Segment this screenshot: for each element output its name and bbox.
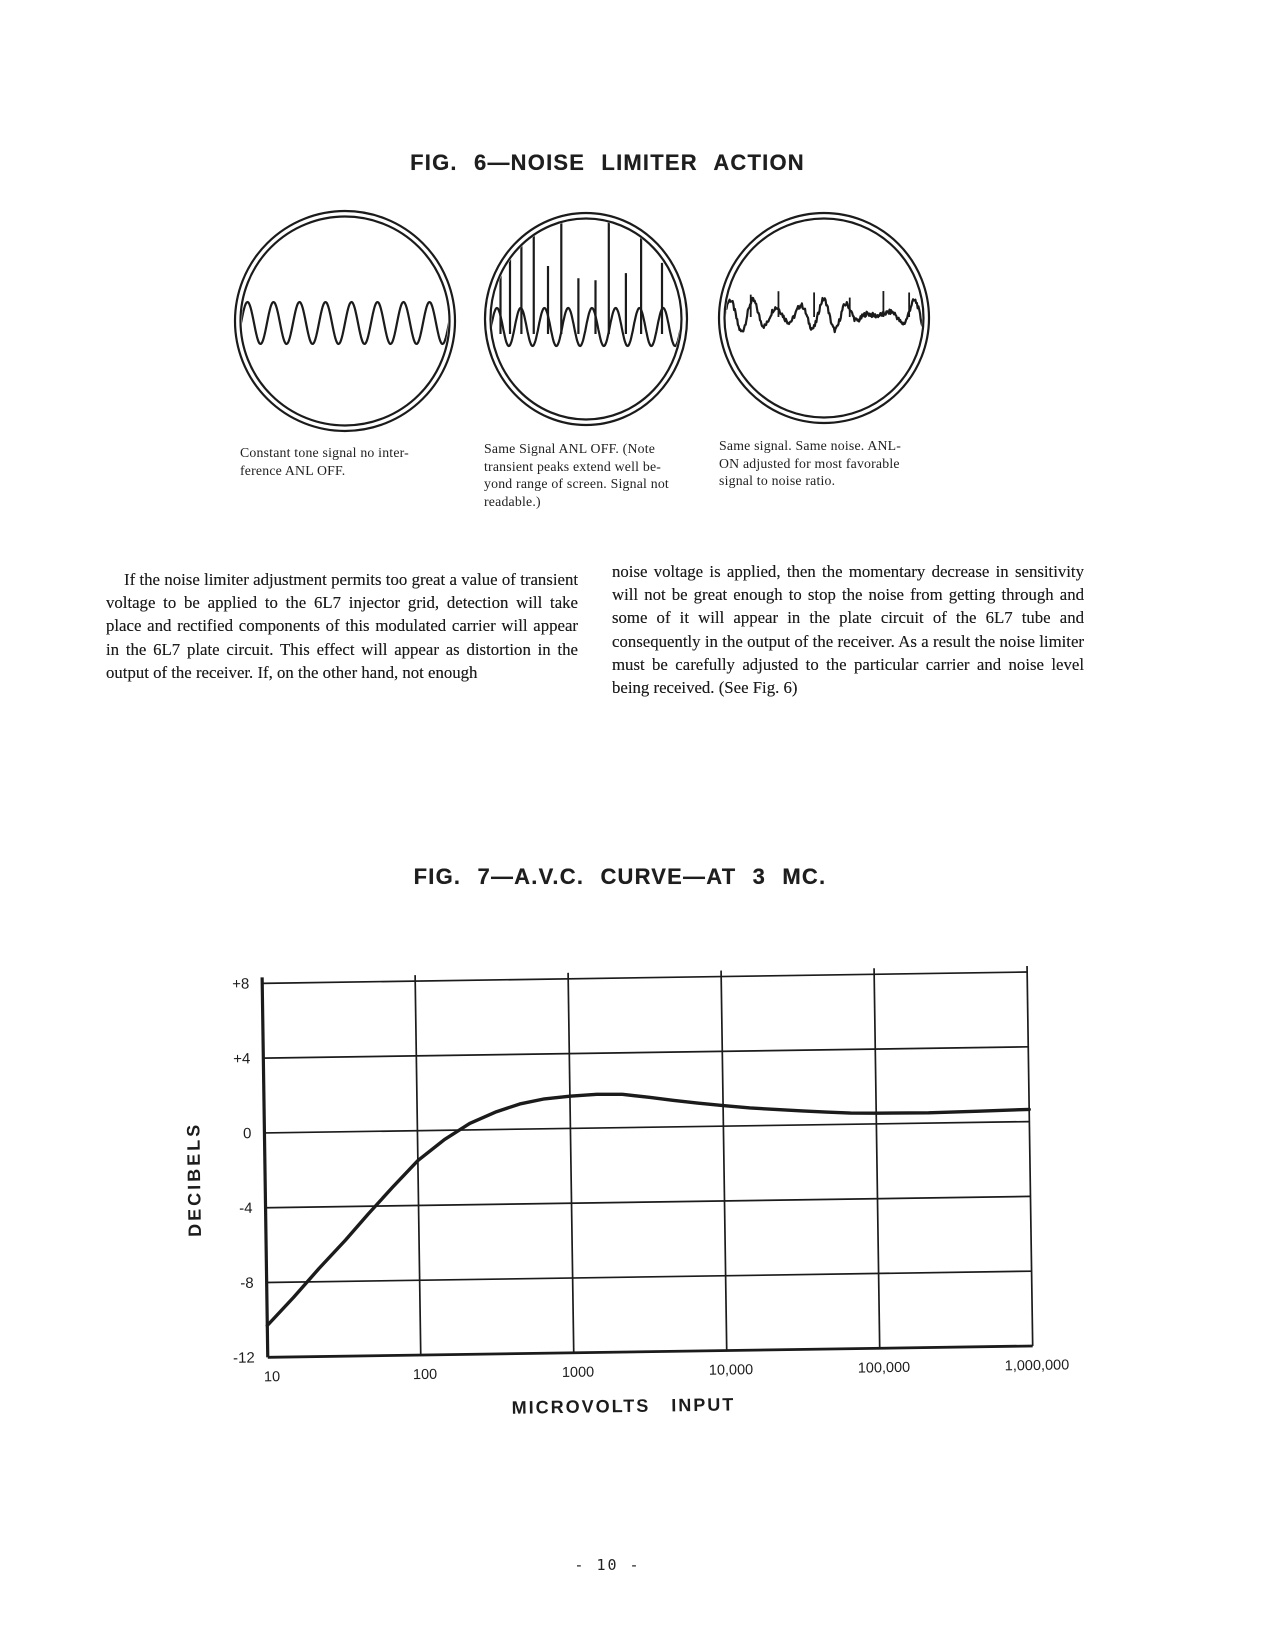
scope-inner-ring [491,219,682,420]
scope-trace [241,302,449,344]
grid-line-horizontal [264,1122,1029,1133]
fig6-title: FIG. 6—NOISE LIMITER ACTION [410,150,805,175]
grid-line-horizontal [263,1047,1028,1058]
y-tick-label: -12 [232,1349,255,1367]
caption-line: transient peaks extend well be- [484,458,662,474]
y-tick-label: +4 [233,1050,251,1068]
x-tick-label: 10 [263,1369,281,1386]
x-tick-label: 100,000 [857,1359,911,1377]
caption-line: yond range of screen. Signal not [484,476,669,492]
x-tick-label: 100 [412,1366,438,1384]
grid-line-vertical [874,968,880,1348]
body-text-right-column: noise voltage is applied, then the momentary decrease in sensitivity will not be great enough to stop the noise from getting through and some of it will appear in the plate circuit of the 6L7 tube and consequently in the output of the receiver. As a result the noise limiter must be carefully adjusted to the particular carrier and noise level being received. (See Fig. 6) [612,562,1084,697]
fig7-title: FIG. 7—A.V.C. CURVE—AT 3 MC. [413,864,827,889]
caption-line: readable.) [484,493,541,509]
waveform-clean-sine [241,302,449,344]
grid-line-vertical [415,975,421,1355]
avc-chart-figure [146,911,1103,1425]
avc-chart-svg [146,911,1103,1425]
caption-line: Same signal. Same noise. ANL- [719,438,902,453]
oscilloscope-screen-anl-off-transients [482,210,690,428]
y-tick-label: 0 [242,1125,252,1143]
grid-line-vertical [1027,966,1033,1346]
caption-line: Constant tone signal no inter- [240,445,409,460]
fig6-caption-1 [240,444,409,479]
y-tick-label: -4 [239,1199,253,1218]
y-tick-label: -8 [240,1274,254,1292]
grid-line-horizontal [268,1346,1033,1357]
caption-line: signal to noise ratio. [719,473,836,489]
scope-inner-ring [725,219,924,418]
body-text-left-column: If the noise limiter adjustment permits too great a value of transient voltage to be applied to the 6L7 injector grid, detection will take place and rectified components of this modulated carrier will appear in the 6L7 plate circuit. This effect will appear as distortion in the output of the receiver. If, on the other hand, not enough [106,570,578,682]
oscilloscope-screen-anl-on [717,211,931,425]
chart-grid [262,966,1033,1357]
grid-line-vertical [568,973,574,1353]
caption-line: ON adjusted for most favorable [719,455,900,471]
grid-line-horizontal [262,972,1027,983]
grid-line-vertical [721,971,727,1351]
oscilloscope-screen-constant-tone [233,209,457,433]
fig6-caption-3 [719,437,901,490]
x-tick-label: 1,000,000 [1004,1357,1070,1375]
caption-line: Same Signal ANL OFF. (Note [484,441,656,456]
scope-trace [725,298,923,332]
y-tick-label: +8 [231,975,250,993]
y-axis-label: DECIBELS [183,1121,205,1238]
scope-trace [491,308,681,346]
waveform-noisy-sine [725,291,923,332]
x-axis-label: MICROVOLTS INPUT [511,1394,736,1418]
caption-line: ference ANL OFF. [240,462,346,478]
x-tick-label: 10,000 [708,1362,754,1379]
x-tick-label: 1000 [561,1364,595,1381]
fig6-caption-2 [484,440,669,510]
page-number: - 10 - [574,1556,641,1574]
grid-line-vertical [262,977,268,1357]
grid-line-horizontal [267,1271,1032,1282]
